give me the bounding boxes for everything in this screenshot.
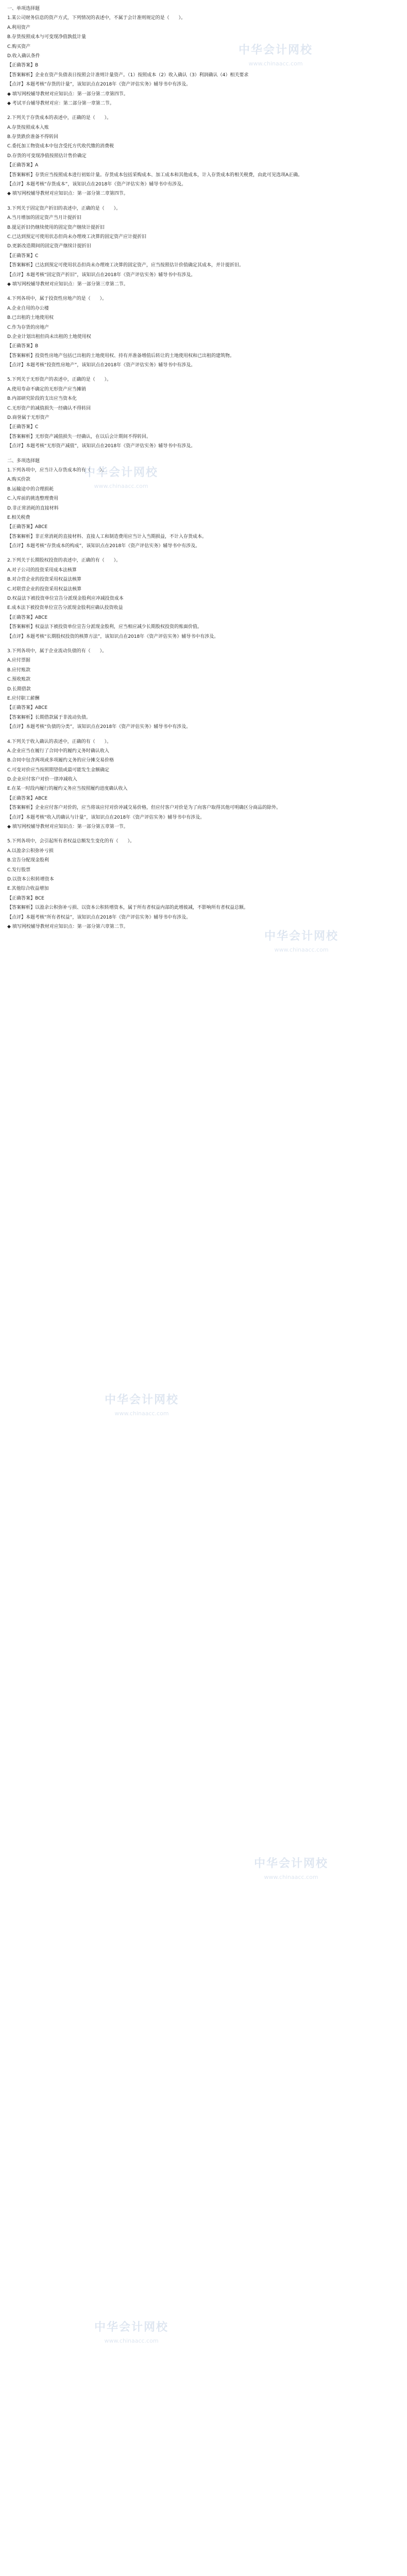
doc-line: 【正确答案】C (7, 425, 39, 430)
document (7, 4, 400, 931)
watermark-cn: 中华会计网校 (83, 466, 158, 479)
doc-line: 【答案解析】已达到预定可使用状态但尚未办理竣工决算的固定资产，应当按照估计价值确定其成本，并计提折旧。 (7, 263, 244, 268)
doc-line: C.已达到预定可使用状态但尚未办理竣工决算的固定资产应计提折旧 (7, 234, 147, 240)
doc-line: A.存货按照成本入账 (7, 125, 49, 130)
watermark-cn: 中华会计网校 (264, 930, 338, 943)
doc-line: B.存货按照成本与可变现净值孰低计量 (7, 35, 87, 40)
doc-line: 2.下列关于长期股权投资的表述中，正确的有（ ）。 (7, 558, 121, 564)
doc-line: 【答案解析】无形资产减值损失一经确认，在以后会计期间不得转回。 (7, 434, 151, 439)
doc-line: ◆ 填写网校辅导教材对应知识点：第一部分第六章第二节。 (7, 924, 128, 929)
doc-line: 【点评】本题考核“负债的分类”，该知识点在2018年《资产评估实务》辅导书中有涉及。 (7, 724, 191, 730)
doc-line: A.购买价款 (7, 477, 30, 483)
watermark (82, 1391, 201, 1418)
doc-line: C.发行股票 (7, 867, 31, 873)
doc-line: 【正确答案】ABCE (7, 615, 48, 620)
doc-line: 【点评】本题考核“长期股权投资的核算方法”，该知识点在2018年《资产评估实务》辅导书中有涉及。 (7, 634, 219, 639)
doc-line: A.对子公司的投资采用成本法核算 (7, 567, 77, 573)
watermark-cn: 中华会计网校 (253, 1857, 328, 1870)
watermark-en: www.chinaacc.com (264, 1874, 318, 1881)
doc-line: 4.下列各项中，属于投资性房地产的是（ ）。 (7, 296, 107, 302)
doc-line: ◆ 填写网校辅导教材对应知识点：第一部分第五章第一节。 (7, 824, 128, 830)
doc-line: A.利用资产 (7, 25, 30, 30)
doc-line: A.企业应当在履行了合同中的履约义务时确认收入 (7, 748, 109, 754)
doc-line: E.成本法下被投资单位宣告分派现金股利应确认投资收益 (7, 605, 123, 611)
doc-line: C.无形资产的减值损失一经确认不得转回 (7, 405, 91, 411)
doc-line: D.商誉属于无形资产 (7, 415, 49, 421)
doc-line: B.提足折旧仍继续使用的固定资产继续计提折旧 (7, 225, 105, 230)
doc-line: ◆ 考试平台辅导教材对应：第二部分第一章第二节。 (7, 100, 114, 106)
doc-line: 4.下列关于收入确认的表述中，正确的有（ ）。 (7, 739, 112, 744)
doc-line: 2.下列关于存货成本的表述中，正确的是（ ）。 (7, 115, 112, 121)
watermark-en: www.chinaacc.com (248, 60, 303, 67)
doc-line: 【点评】本题考核“投资性房地产”，该知识点在2018年《资产评估实务》辅导书中有涉及。 (7, 363, 196, 368)
doc-line: 【点评】本题考核“存货的计量”，该知识点在2018年《资产评估实务》辅导书中有涉及。 (7, 82, 191, 88)
doc-line: 【点评】本题考核“无形资产减值”，该知识点在2018年《资产评估实务》辅导书中有涉及。 (7, 444, 196, 449)
watermark (72, 2318, 191, 2346)
doc-line: C.预收账款 (7, 677, 31, 683)
doc-line: E.应付职工薪酬 (7, 696, 40, 701)
doc-line: B.应付账款 (7, 667, 31, 673)
doc-line: D.收入确认条件 (7, 53, 40, 59)
watermark-cn: 中华会计网校 (94, 2321, 168, 2334)
watermark-en: www.chinaacc.com (104, 2337, 159, 2345)
doc-line: 【答案解析】企业应付客户对价的，应当将该应付对价冲减交易价格，但应付客户对价是为了向客户取得其他可明确区分商品的除外。 (7, 805, 281, 811)
watermark-cn: 中华会计网校 (238, 44, 313, 57)
watermark-cn: 中华会计网校 (104, 1394, 179, 1406)
watermark-en: www.chinaacc.com (114, 1410, 169, 1417)
doc-line: B.宣告分配现金股利 (7, 858, 49, 863)
doc-line: 3.下列各项中，属于企业流动负债的有（ ）。 (7, 649, 107, 654)
doc-line: B.内部研究阶段的支出应当资本化 (7, 396, 77, 402)
doc-line: ◆ 填写网校辅导教材对应知识点：第一部分第三章第二节。 (7, 281, 128, 287)
doc-line: B.已出租的土地使用权 (7, 315, 54, 321)
doc-line: E.相关税费 (7, 515, 30, 520)
doc-line: A.以盈余公积弥补亏损 (7, 848, 54, 854)
doc-line: E.其他综合收益增加 (7, 886, 49, 892)
doc-line: 【正确答案】B (7, 63, 39, 69)
doc-line: D.长期借款 (7, 686, 31, 692)
doc-line: D.更新改造期间的固定资产继续计提折旧 (7, 244, 91, 249)
doc-line: C.购买资产 (7, 44, 31, 49)
doc-line: A.企业自用的办公楼 (7, 306, 49, 311)
doc-line: C.对联营企业的投资采用权益法核算 (7, 586, 82, 592)
doc-line: D.权益法下被投资单位宣告分派现金股利应冲减投资成本 (7, 596, 124, 602)
doc-line: D.企业应付客户对价一律冲减收入 (7, 777, 77, 783)
doc-line: 【点评】本题考核“固定资产折旧”，该知识点在2018年《资产评估实务》辅导书中有涉及。 (7, 272, 196, 278)
doc-line: D.企业计划出租但尚未出租的土地使用权 (7, 334, 91, 340)
doc-line: C.入库前的挑选整理费用 (7, 496, 59, 502)
doc-line: C.作为存货的房地产 (7, 325, 49, 330)
doc-line: D.以资本公积转增资本 (7, 876, 54, 882)
doc-line: 【正确答案】BCE (7, 895, 44, 901)
doc-line: 【正确答案】A (7, 163, 39, 168)
doc-line: 【答案解析】投资性房地产包括已出租的土地使用权、持有并准备增值后转让的土地使用权和已出租的建筑物。 (7, 353, 235, 359)
doc-line: 【答案解析】权益法下被投资单位宣告分派现金股利，应当相应减少长期股权投资的账面价值。 (7, 624, 202, 630)
doc-line: D.非正常消耗的直接材料 (7, 505, 59, 511)
doc-line: E.在某一时段内履行的履约义务应当按照履约进度确认收入 (7, 786, 128, 792)
doc-line: 1.下列各项中，应当计入存货成本的有（ ）。 (7, 467, 107, 473)
doc-line: 二、多项选择题 (7, 458, 40, 464)
doc-line: 【答案解析】以盈余公积弥补亏损、以资本公积转增资本，属于所有者权益内部的此增彼减，不影响所有者权益总额。 (7, 905, 249, 911)
doc-line: D.存货的可变现净值按照估计售价确定 (7, 153, 87, 159)
doc-line: 【答案解析】长期借款属于非流动负债。 (7, 715, 91, 720)
doc-line: 【正确答案】B (7, 344, 39, 349)
doc-line: 【答案解析】非正常消耗的直接材料、直接人工和制造费用应当计入当期损益，不计入存货成本。 (7, 534, 207, 539)
doc-line: 5.下列各项中，会引起所有者权益总额发生变化的有（ ）。 (7, 839, 135, 844)
doc-line: B.合同中包含两项或多项履约义务的应分摊交易价格 (7, 758, 114, 764)
doc-line: B.对合营企业的投资采用权益法核算 (7, 577, 82, 583)
doc-line: 【点评】本题考核“收入的确认与计量”，该知识点在2018年《资产评估实务》辅导书中有涉及。 (7, 815, 205, 820)
doc-line: 3.下列关于固定资产折旧的表述中，正确的是（ ）。 (7, 206, 121, 211)
doc-line: 【答案解析】企业在资产负债表日按照会计准则计量资产。（1）按照成本（2）收入确认（3）利润确认（4）相关要求 (7, 72, 249, 78)
doc-line: C.可变对价应当按照期望值或最可能发生金额确定 (7, 767, 110, 773)
doc-line: B.运输途中的合理损耗 (7, 486, 54, 492)
doc-line: 1.某公司财务信息的资产方式，下列情况的表述中，不属于会计准则规定的是（ ）。 (7, 15, 186, 21)
watermark (232, 1855, 350, 1882)
doc-line: A.应付票据 (7, 658, 30, 664)
watermark-en: www.chinaacc.com (94, 483, 148, 490)
doc-line: A.当月增加的固定资产当月计提折旧 (7, 215, 81, 221)
doc-line: 【点评】本题考核“所有者权益”，该知识点在2018年《资产评估实务》辅导书中有涉及。 (7, 914, 191, 920)
watermark-en: www.chinaacc.com (274, 946, 329, 954)
doc-line: 【点评】本题考核“存货成本”，该知识点在2018年《资产评估实务》辅导书中有涉及。 (7, 182, 186, 188)
doc-line: A.使用寿命不确定的无形资产应当摊销 (7, 386, 86, 392)
doc-line: 【正确答案】ABCE (7, 705, 48, 711)
doc-line: 【正确答案】C (7, 253, 39, 259)
doc-line: C.委托加工物资成本中包含受托方代收代缴的消费税 (7, 144, 114, 149)
doc-line: 【正确答案】ABCE (7, 795, 48, 801)
doc-line: B.存货跌价准备不得转回 (7, 134, 59, 140)
doc-line: ◆ 填写网校辅导教材对应知识点：第一部分第二章第四节。 (7, 191, 128, 197)
doc-line: 一、单项选择题 (7, 6, 40, 11)
doc-line: 5.下列关于无形资产的表述中，正确的是（ ）。 (7, 377, 112, 383)
doc-line: ◆ 填写网校辅导教材对应知识点：第一部分第二章第四节。 (7, 91, 128, 97)
doc-line: 【答案解析】存货应当按照成本进行初始计量。存货成本包括采购成本、加工成本和其他成本，计入存货成本的相关税费，由此可见选项A正确。 (7, 172, 303, 178)
doc-line: 【点评】本题考核“存货成本的构成”，该知识点在2018年《资产评估实务》辅导书中有涉及。 (7, 544, 200, 549)
doc-line: 【正确答案】ABCE (7, 524, 48, 530)
